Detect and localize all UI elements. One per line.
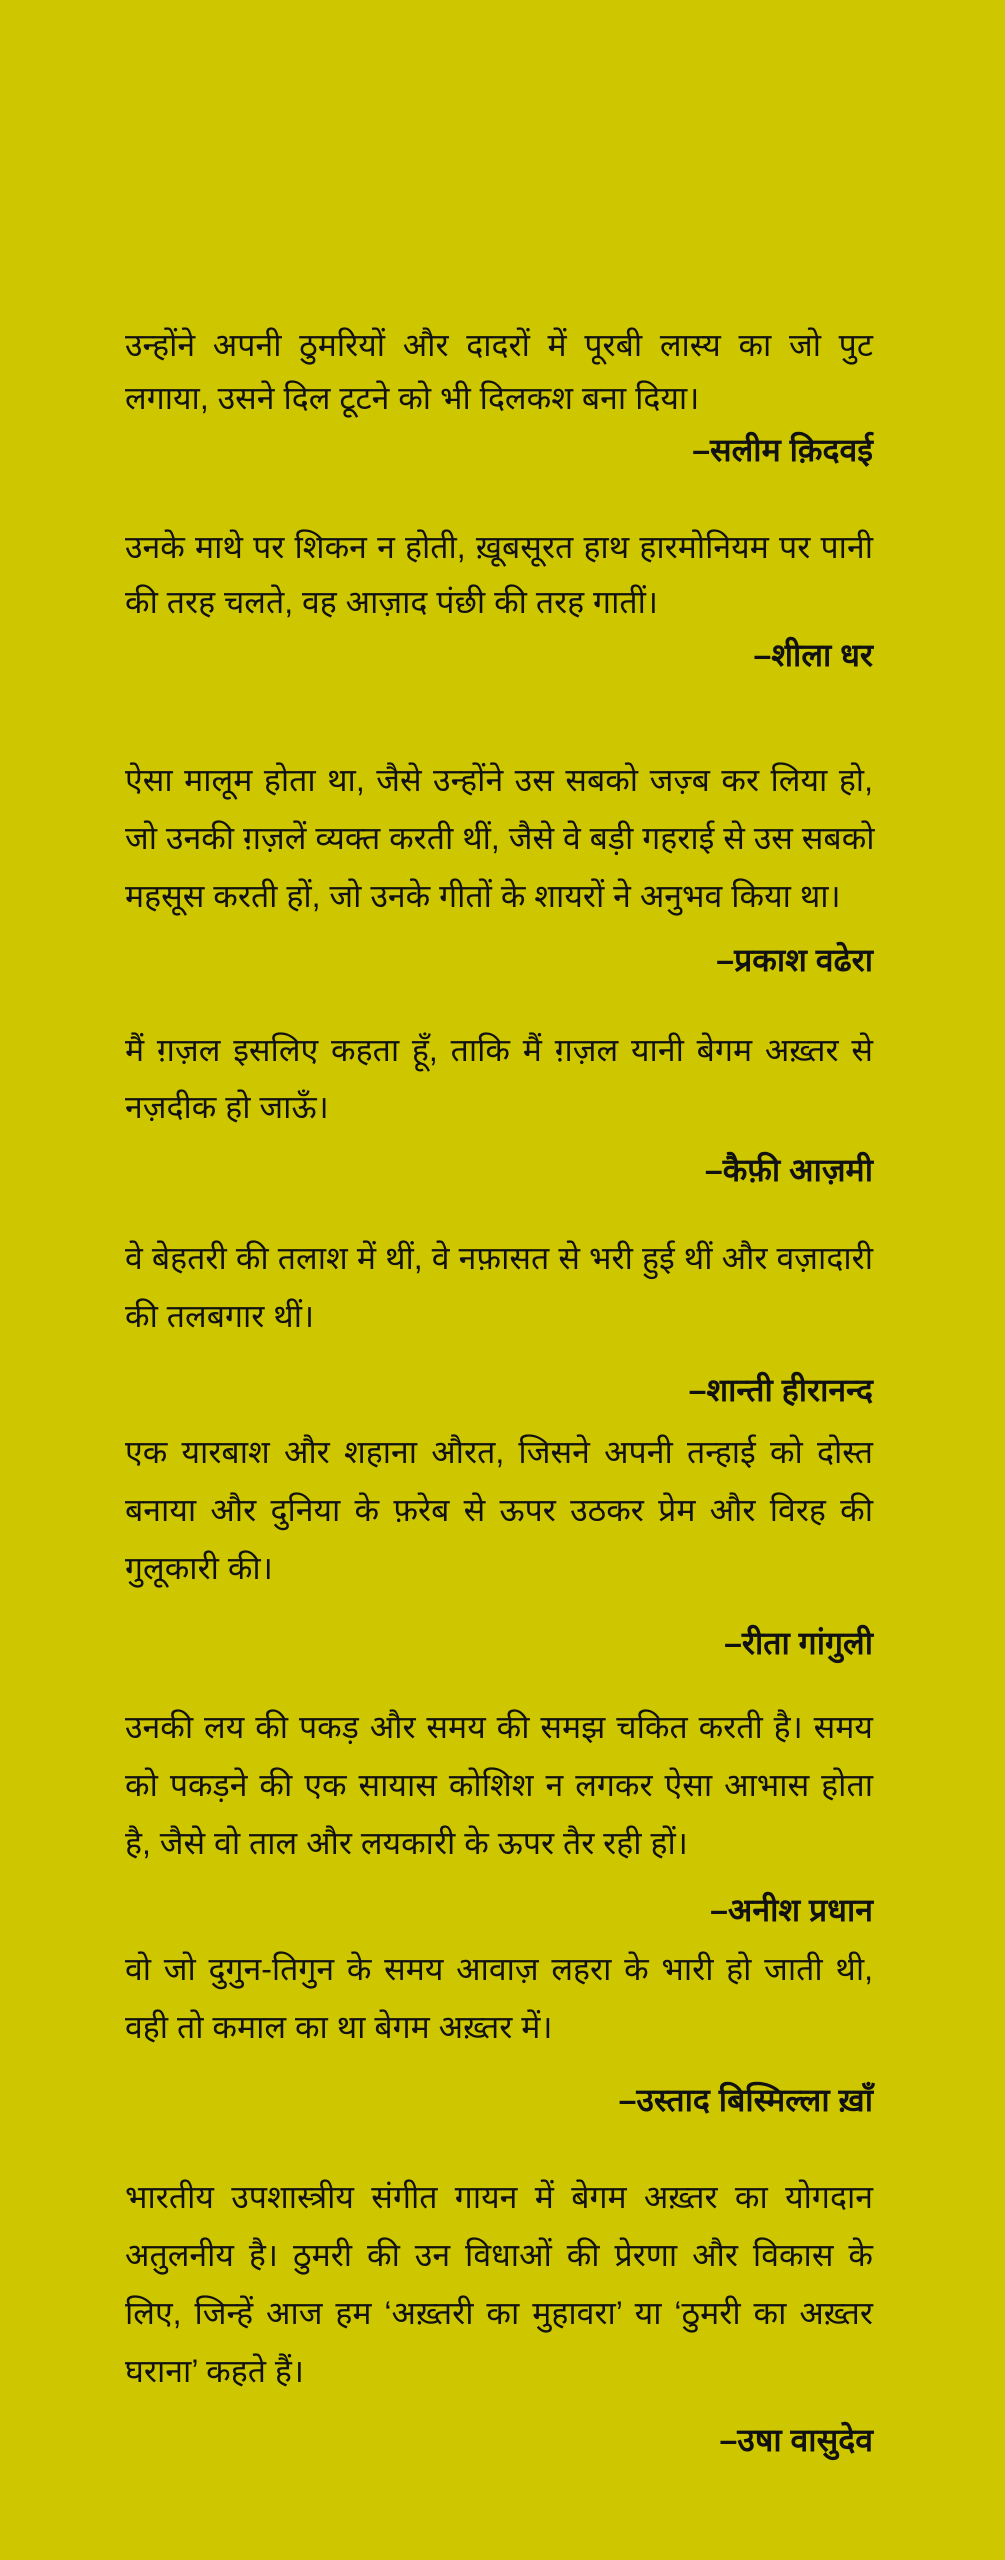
quote-author: –सलीम क़िदवई [692,432,873,468]
quote-author: –उस्ताद बिस्मिल्ला ख़ाँ [618,2082,873,2118]
quote-text-line: लिए, जिन्हें आज हम ‘अख़्तरी का मुहावरा’ या ‘ठुमरी का अख़्तर [125,2295,873,2331]
quote-author: –रीता गांगुली [724,1625,873,1661]
quote-text-line: एक यारबाश और शहाना औरत, जिसने अपनी तन्हाई को दोस्त [125,1434,873,1470]
quote-author: –उषा वासुदेव [719,2422,873,2458]
quote-author: –प्रकाश वढेरा [716,942,873,978]
quote-text-line: की तलबगार थीं। [125,1298,315,1334]
quote-text-line: नज़दीक हो जाऊँ। [125,1089,329,1125]
quote-text-line: ऐसा मालूम होता था, जैसे उन्होंने उस सबको जज़्ब कर लिया हो, [125,762,873,798]
quote-text-line: महसूस करती हों, जो उनके गीतों के शायरों ने अनुभव किया था। [125,878,841,914]
quote-text-line: बनाया और दुनिया के फ़रेब से ऊपर उठकर प्रेम और विरह की [125,1492,873,1528]
quote-author: –शान्ती हीरानन्द [688,1372,873,1408]
quote-text-line: वही तो कमाल का था बेगम अख़्तर में। [125,2009,553,2045]
quote-author: –शीला धर [753,637,873,673]
quote-text-line: घराना’ कहते हैं। [125,2353,304,2389]
quote-text-line: की तरह चलते, वह आज़ाद पंछी की तरह गातीं। [125,584,659,620]
quote-text-line: उनके माथे पर शिकन न होती, ख़ूबसूरत हाथ हारमोनियम पर पानी [125,529,873,565]
quote-text-line: गुलूकारी की। [125,1550,273,1586]
quote-text-line: वे बेहतरी की तलाश में थीं, वे नफ़ासत से भरी हुई थीं और वज़ादारी [125,1240,873,1276]
quote-text-line: जो उनकी ग़ज़लें व्यक्त करती थीं, जैसे वे बड़ी गहराई से उस सबको [125,820,875,856]
quote-text-line: लगाया, उसने दिल टूटने को भी दिलकश बना दिया। [125,380,700,416]
quote-text-line: भारतीय उपशास्त्रीय संगीत गायन में बेगम अख़्तर का योगदान [125,2179,873,2215]
quote-text-line: उनकी लय की पकड़ और समय की समझ चकित करती है। समय [125,1709,873,1745]
quote-author: –अनीश प्रधान [710,1892,873,1928]
quote-text-line: वो जो दुगुन-तिगुन के समय आवाज़ लहरा के भारी हो जाती थी, [125,1951,873,1987]
quote-text-line: अतुलनीय है। ठुमरी की उन विधाओं की प्रेरणा और विकास के [125,2237,873,2273]
quote-text-line: को पकड़ने की एक सायास कोशिश न लगकर ऐसा आभास होता [125,1767,873,1803]
quote-text-line: उन्होंने अपनी ठुमरियों और दादरों में पूरबी लास्य का जो पुट [125,327,873,363]
quote-author: –कैफ़ी आज़मी [704,1152,873,1188]
quote-text-line: है, जैसे वो ताल और लयकारी के ऊपर तैर रही हों। [125,1825,688,1861]
quote-text-line: मैं ग़ज़ल इसलिए कहता हूँ, ताकि मैं ग़ज़ल यानी बेगम अख़्तर से [125,1032,873,1068]
